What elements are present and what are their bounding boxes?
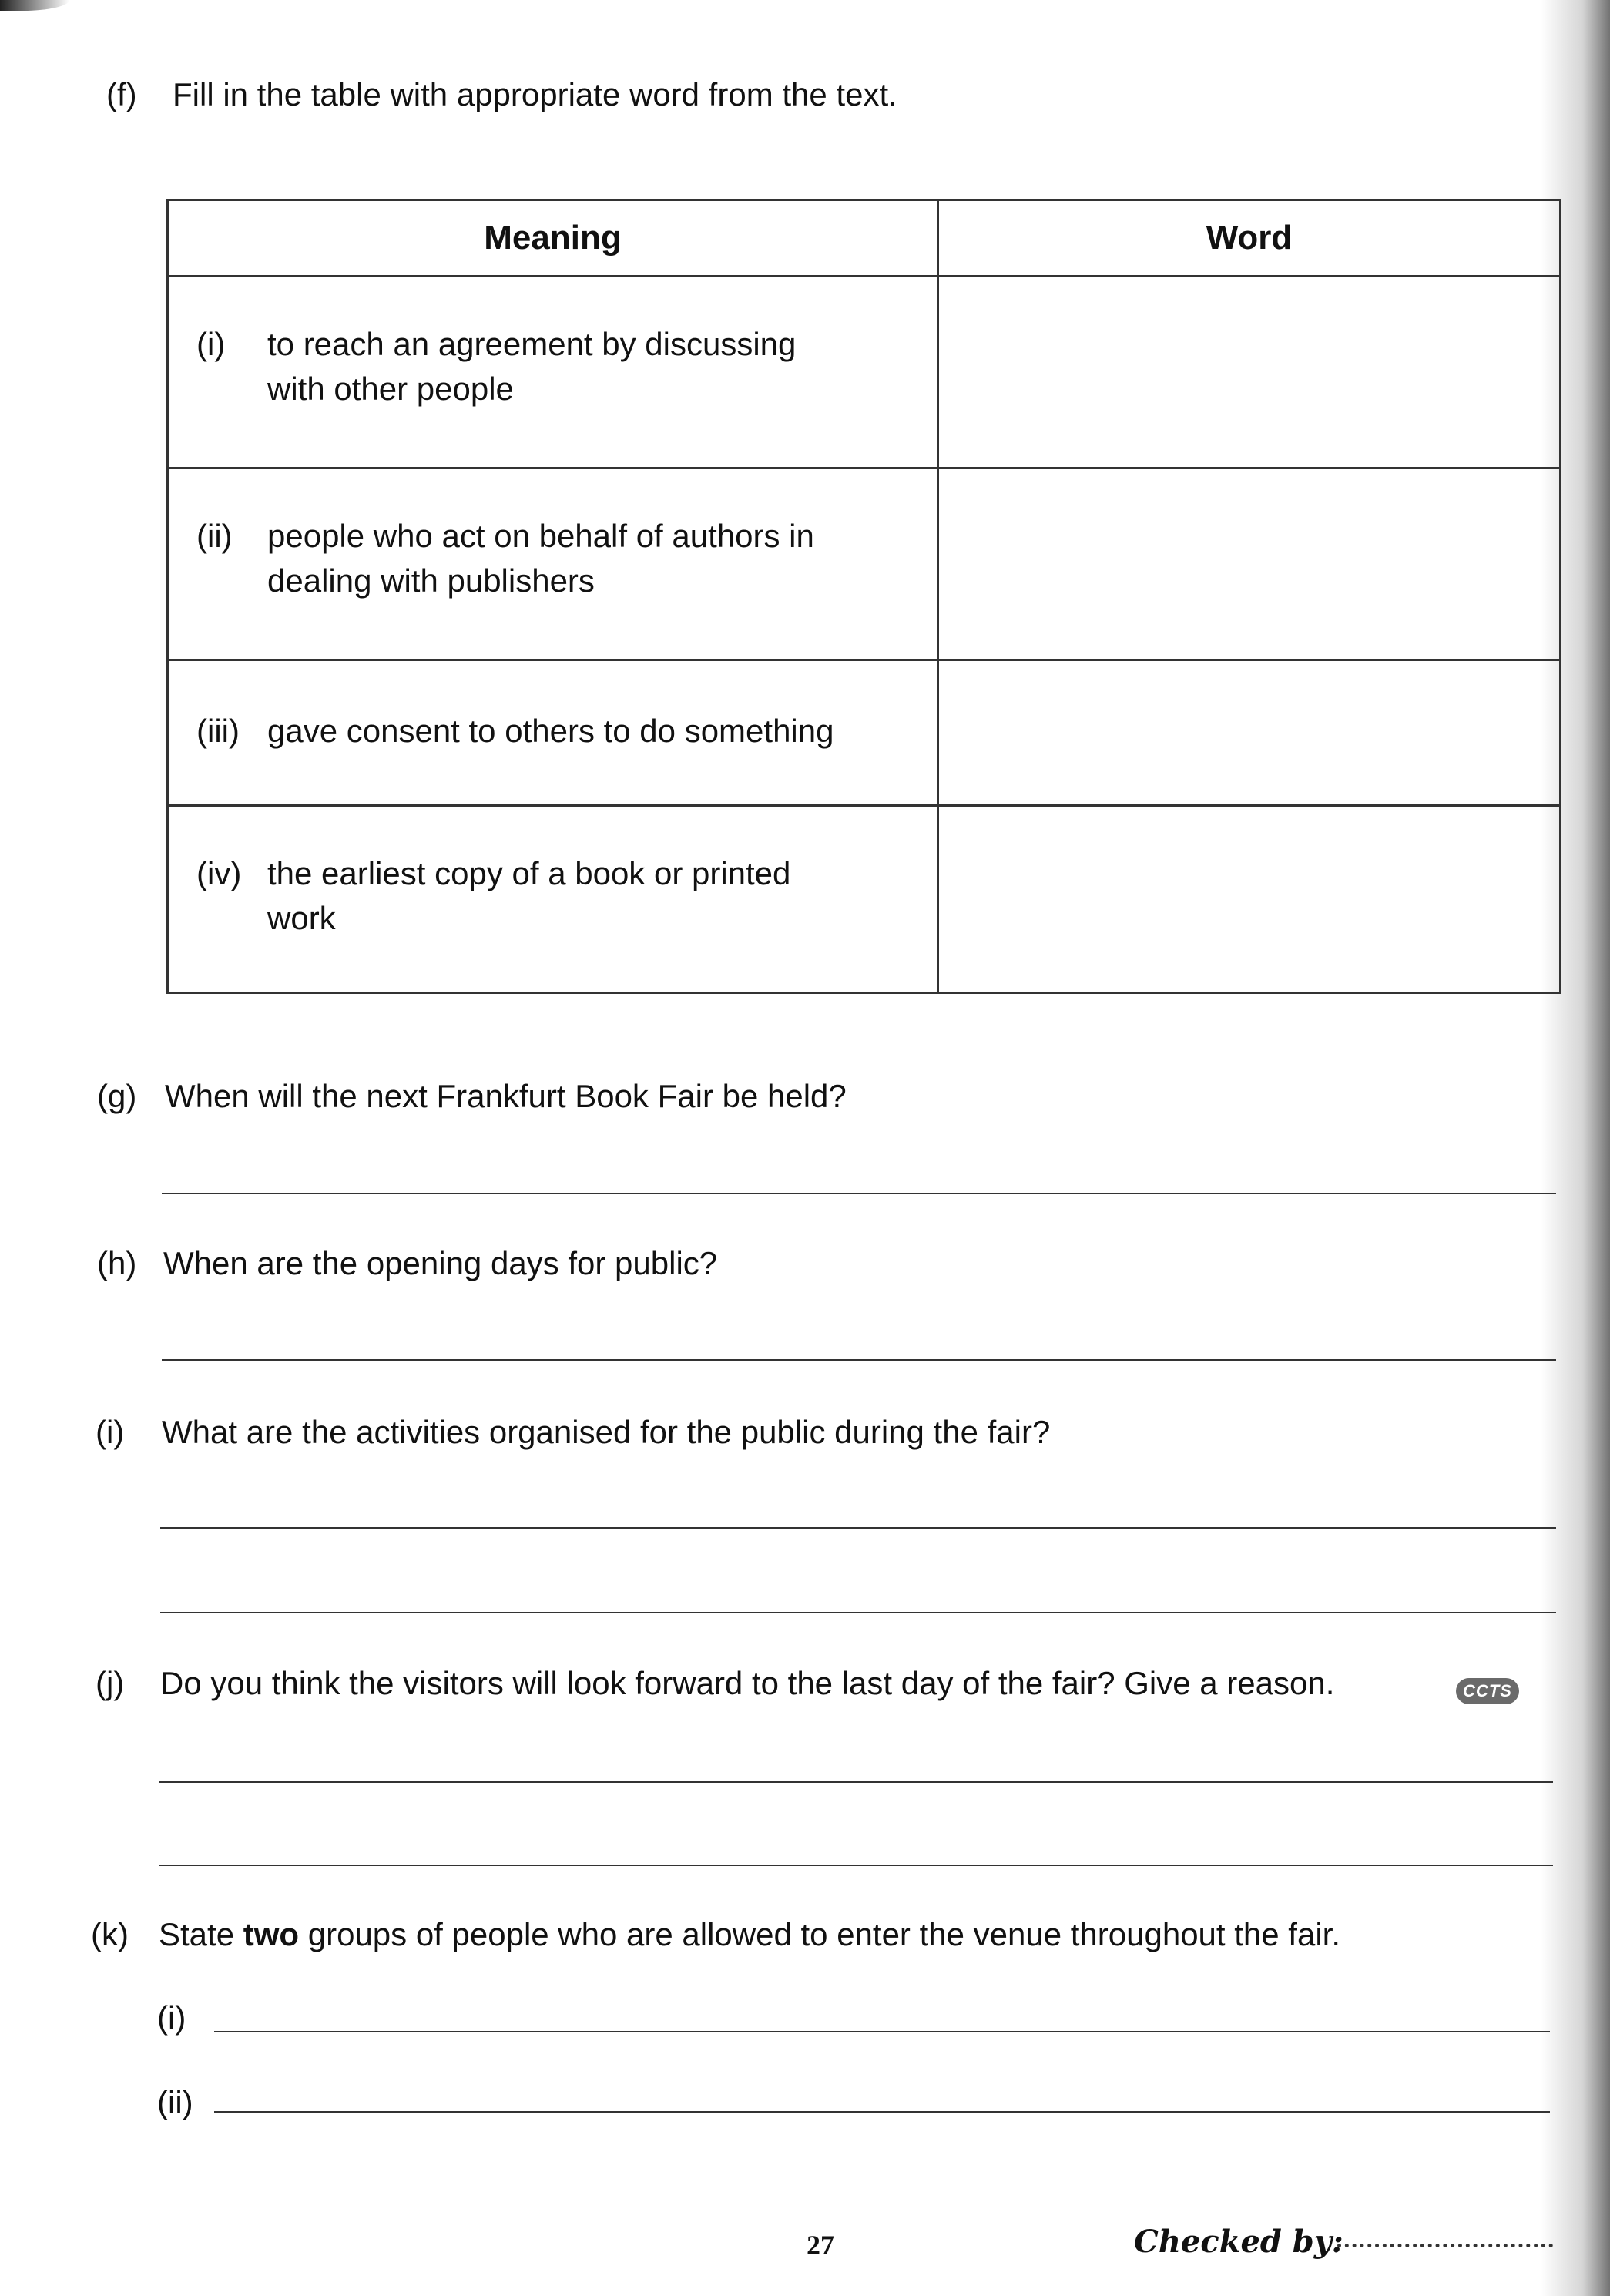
table-row [168, 277, 1561, 468]
table-row [168, 468, 1561, 660]
row-meaning: to reach an agreement by discussing with other people [267, 326, 797, 407]
question-i-text: What are the activities organised for the public during the fair? [162, 1414, 1051, 1450]
question-k-text [159, 1915, 1340, 1954]
table-row [168, 806, 1561, 993]
meaning-cell [168, 277, 938, 468]
question-f-label: (f) [106, 76, 137, 112]
row-number: (ii) [196, 518, 233, 554]
word-answer-cell[interactable] [938, 277, 1561, 468]
row-number: (i) [196, 326, 226, 362]
word-header: Word [938, 200, 1561, 277]
question-g-text: When will the next Frankfurt Book Fair be held? [165, 1078, 847, 1114]
answer-line-h[interactable] [162, 1359, 1556, 1361]
ccts-badge: CCTS [1456, 1678, 1519, 1704]
page-number: 27 [807, 2230, 834, 2261]
question-k-label: (k) [91, 1916, 129, 1952]
answer-line-j-1[interactable] [159, 1781, 1553, 1783]
question-i-label: (i) [96, 1414, 125, 1450]
question-k-sub-label-ii: (ii) [157, 2084, 193, 2120]
question-j-label: (j) [96, 1665, 125, 1701]
vocabulary-table [166, 199, 1561, 994]
corner-mark [0, 0, 69, 11]
word-answer-cell[interactable] [938, 660, 1561, 806]
question-k-text-after: groups of people who are allowed to enter the venue throughout the fair. [307, 1916, 1341, 1952]
meaning-cell [168, 806, 938, 993]
answer-line-i-2[interactable] [160, 1612, 1556, 1613]
word-answer-cell[interactable] [938, 806, 1561, 993]
answer-line-k-2[interactable] [214, 2111, 1550, 2113]
meaning-header: Meaning [168, 200, 938, 277]
row-number: (iv) [196, 855, 242, 891]
question-k-text-before: State [159, 1916, 235, 1952]
table-header-row [168, 200, 1561, 277]
question-k-text-bold: two [243, 1916, 300, 1952]
checked-by-signature-line[interactable] [1337, 2244, 1553, 2247]
checked-by-label: Checked by: [1134, 2224, 1343, 2260]
question-k-sub-label-i: (i) [157, 1999, 186, 2036]
row-number: (iii) [196, 713, 240, 749]
answer-line-j-2[interactable] [159, 1865, 1553, 1866]
answer-line-i-1[interactable] [160, 1527, 1556, 1529]
answer-line-g[interactable] [162, 1193, 1556, 1194]
question-h-label: (h) [97, 1245, 137, 1281]
question-f-text: Fill in the table with appropriate word from the text. [173, 76, 897, 112]
meaning-cell [168, 660, 938, 806]
table-row [168, 660, 1561, 806]
meaning-cell [168, 468, 938, 660]
answer-line-k-1[interactable] [214, 2031, 1550, 2032]
row-meaning: people who act on behalf of authors in dealing with publishers [267, 518, 814, 599]
word-answer-cell[interactable] [938, 468, 1561, 660]
question-h-text: When are the opening days for public? [163, 1245, 718, 1281]
question-j-text: Do you think the visitors will look forward to the last day of the fair? Give a reason. [160, 1665, 1335, 1701]
row-meaning: gave consent to others to do something [267, 713, 834, 749]
question-g-label: (g) [97, 1078, 137, 1114]
row-meaning: the earliest copy of a book or printed work [267, 855, 791, 936]
